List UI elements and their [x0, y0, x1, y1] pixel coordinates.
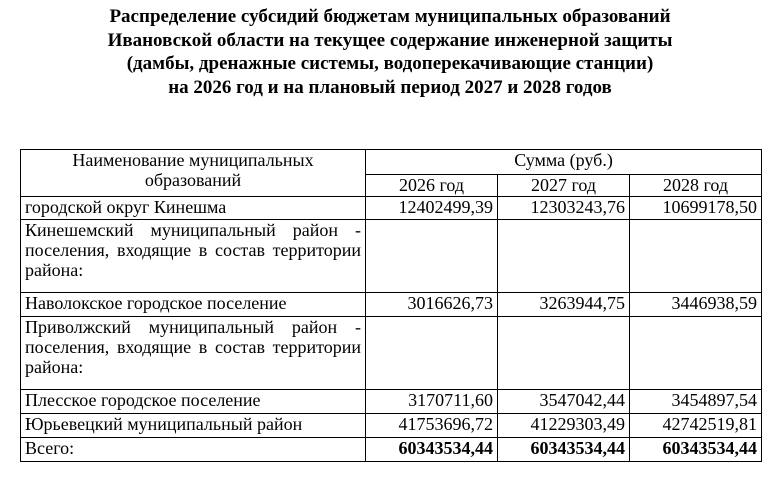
row-value-2027: 41229303,49 [498, 414, 630, 438]
table-header-row [21, 150, 762, 175]
row-value-2026: 12402499,39 [366, 197, 498, 220]
total-value-2026: 60343534,44 [366, 438, 498, 462]
row-value-2027: 12303243,76 [498, 197, 630, 220]
document-title [0, 5, 780, 99]
total-label: Всего: [21, 438, 366, 462]
row-value-2027: 3547042,44 [498, 390, 630, 414]
row-name: Кинешемский муниципальный район - поселения, входящие в состав территории района: [21, 220, 366, 293]
row-value-2026: 41753696,72 [366, 414, 498, 438]
row-value-2028: 3454897,54 [630, 390, 762, 414]
row-value-2026 [366, 317, 498, 390]
row-value-2027 [498, 220, 630, 293]
table-row [21, 197, 762, 220]
title-line-1: Распределение субсидий бюджетам муниципальных образований [109, 6, 671, 27]
table-total-row [21, 438, 762, 462]
row-value-2028: 3446938,59 [630, 293, 762, 317]
row-name: Юрьевецкий муниципальный район [21, 414, 366, 438]
row-value-2028 [630, 220, 762, 293]
row-value-2026: 3170711,60 [366, 390, 498, 414]
row-value-2028: 10699178,50 [630, 197, 762, 220]
header-year-2028: 2028 год [630, 175, 762, 197]
total-value-2028: 60343534,44 [630, 438, 762, 462]
row-value-2026: 3016626,73 [366, 293, 498, 317]
table-row [21, 317, 762, 390]
total-value-2027: 60343534,44 [498, 438, 630, 462]
table-row [21, 390, 762, 414]
header-year-2026: 2026 год [366, 175, 498, 197]
row-name: городской округ Кинешма [21, 197, 366, 220]
row-value-2028: 42742519,81 [630, 414, 762, 438]
header-year-2027: 2027 год [498, 175, 630, 197]
table-row [21, 220, 762, 293]
title-line-4: на 2026 год и на плановый период 2027 и 2028 годов [168, 76, 612, 98]
row-name: Плесское городское поселение [21, 390, 366, 414]
table-row [21, 414, 762, 438]
header-sum-column: Сумма (руб.) [366, 150, 762, 175]
row-value-2027: 3263944,75 [498, 293, 630, 317]
row-name: Наволокское городское поселение [21, 293, 366, 317]
header-name-column: Наименование муниципальных образований [21, 150, 366, 197]
title-line-3: (дамбы, дренажные системы, водоперекачивающие станции) [126, 53, 654, 74]
row-value-2027 [498, 317, 630, 390]
subsidy-table [20, 149, 762, 462]
row-value-2026 [366, 220, 498, 293]
row-value-2028 [630, 317, 762, 390]
title-line-2: Ивановской области на текущее содержание инженерной защиты [107, 29, 673, 51]
table-row [21, 293, 762, 317]
row-name: Приволжский муниципальный район - поселения, входящие в состав территории района: [21, 317, 366, 390]
